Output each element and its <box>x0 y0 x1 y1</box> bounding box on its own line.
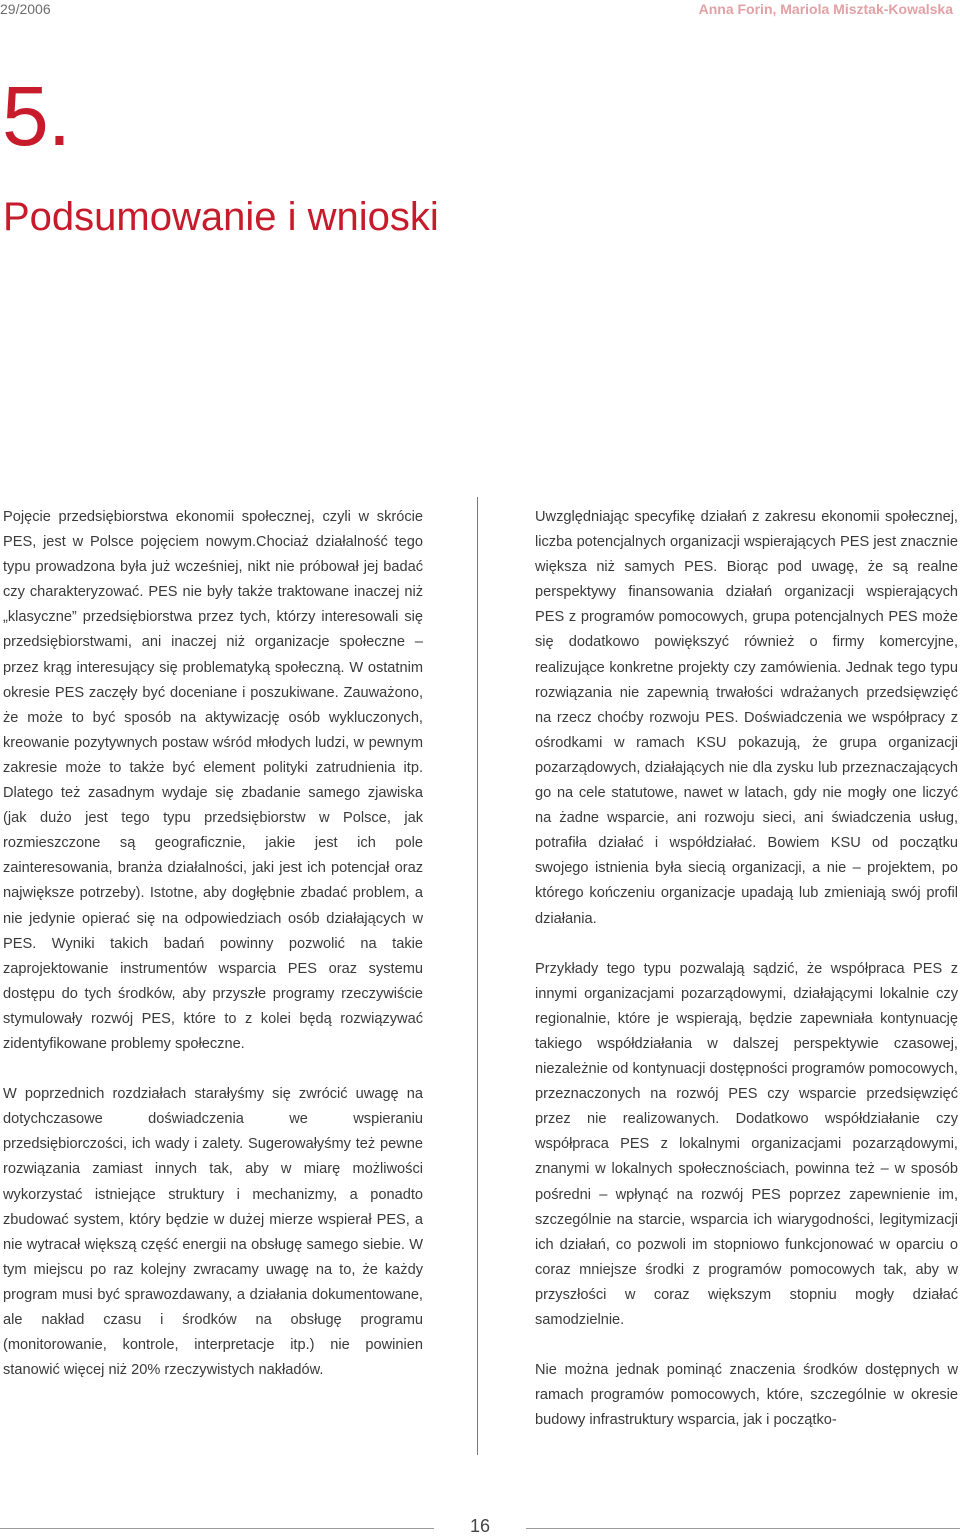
page-header <box>0 0 960 20</box>
left-column <box>3 505 423 1383</box>
chapter-number: 5. <box>2 69 71 163</box>
right-column <box>535 505 958 1433</box>
left-paragraph-2: W poprzednich rozdziałach starałyśmy się zwrócić uwagę na dotychczasowe doświadczenia we wspieraniu przedsiębiorczości, ich wady i zalety. Sugerowałyśmy też pewne rozwiązania zamiast innych tak, aby w miarę możliwości wykorzystać istniejące struktury i mechanizmy, a ponadto zbudować system, który będzie w dużej mierze wspierał PES, a nie wytracał większą część energii na obsługę samego siebie. W tym miejscu po raz kolejny zwracamy uwagę na to, że każdy program musi być sprawozdawany, a działania dokumentowane, ale nakład czasu i środków na obsługę programu (monitorowanie, kontrole, interpretacje itp.) nie powinien stanowić więcej niż 20% rzeczywistych nakładów. <box>3 1086 423 1379</box>
right-paragraph-1: Uwzględniając specyfikę działań z zakresu ekonomii społecznej, liczba potencjalnych organizacji wspierających PES jest znacznie większa niż samych PES. Biorąc pod uwagę, że są realne perspektywy finansowania działań organizacji wspierających PES z programów pomocowych, grupa potencjalnych PES może się dodatkowo powiększyć również o firmy komercyjne, realizujące konkretne projekty czy zamówienia. Jednak tego typu rozwiązania nie zapewnią trwałości wdrażanych przedsięwzięć na rzecz choćby rozwoju PES. Doświadczenia we współpracy z ośrodkami w ramach KSU pokazują, że grupa organizacji pozarządowych, działających nie dla zysku lub przeznaczających go na cele statutowe, nawet w latach, gdy nie mogły one liczyć na żadne wsparcie, ani rozwoju sieci, ani świadczenia usług, potrafiła działać i współdziałać. Bowiem KSU od początku swojego istnienia była siecią organizacji, a nie – projektem, po którego kończeniu organizacje upadają lub zmieniają swój profil działania. <box>535 509 958 927</box>
issue-label: 29/2006 <box>0 1 51 17</box>
right-paragraph-2: Przykłady tego typu pozwalają sądzić, że współpraca PES z innymi organizacjami pozarządowymi, działającymi lokalnie czy regionalnie, które je wspierają, będzie zapewniała kontynuację takiego współdziałania w dalszej perspektywie czasowej, niezależnie od kontynuacji dostępności programów pomocowych, przeznaczonych na rozwój PES czy wsparcie przedsięwzięć przez nie realizowanych. Dodatkowo współdziałanie czy współpraca PES z lokalnymi organizacjami pozarządowymi, znanymi w lokalnych społecznościach, powinna też – w sposób pośredni – wpłynąć na rozwój PES poprzez zapewnienie im, szczególnie na starcie, wsparcia ich wiarygodności, legitymizacji ich działań, co pozwoli im stopniowo funkcjonować w oparciu o coraz mniejsze środki z programów pomocowych tak, aby w przyszłości w coraz większym stopniu mogły działać samodzielnie. <box>535 960 958 1328</box>
footer-rule-right <box>526 1528 960 1529</box>
footer-rule-left <box>0 1528 434 1529</box>
left-paragraph-1: Pojęcie przedsiębiorstwa ekonomii społecznej, czyli w skrócie PES, jest w Polsce pojęciem nowym.Chociaż działalność tego typu prowadzona była już wcześniej, nikt nie próbował jej badać czy charakteryzować. PES nie były także traktowane inaczej niż „klasyczne” przedsiębiorstwa przez tych, którzy interesowali się przedsiębiorstwami, ani inaczej niż organizacje społeczne – przez krąg interesujący się problematyką społeczną. W ostatnim okresie PES zaczęły być doceniane i poszukiwane. Zauważono, że może to być sposób na aktywizację osób wykluczonych, kreowanie pozytywnych postaw wśród młodych ludzi, w pewnym zakresie może to także być element polityki zatrudnienia itp. Dlatego też zasadnym wydaje się zbadanie samego zjawiska (jak dużo jest tego typu przedsiębiorstw w Polsce, jak rozmieszczone są geograficznie, jakie jest ich pole zainteresowania, branża działalności, jaki jest ich potencjał oraz największe potrzeby). Istotne, aby dogłębnie zbadać problem, a nie jedynie opierać się na odpowiedziach osób działających w PES. Wyniki takich badań powinny pozwolić na takie zaprojektowanie instrumentów wsparcia PES oraz systemu dostępu do tych środków, aby przyszłe programy rzeczywiście stymulowały rozwój PES, które to z kolei będą rozwiązywać zidentyfikowane problemy społeczne. <box>3 509 423 1052</box>
right-paragraph-3: Nie można jednak pominąć znaczenia środków dostępnych w ramach programów pomocowych, które, szczególnie w okresie budowy infrastruktury wsparcia, jak i początko- <box>535 1362 958 1429</box>
page-number: 16 <box>469 1516 491 1536</box>
chapter-title: Podsumowanie i wnioski <box>3 195 439 239</box>
authors-label: Anna Forin, Mariola Misztak-Kowalska <box>698 1 953 17</box>
column-divider <box>477 497 478 1455</box>
